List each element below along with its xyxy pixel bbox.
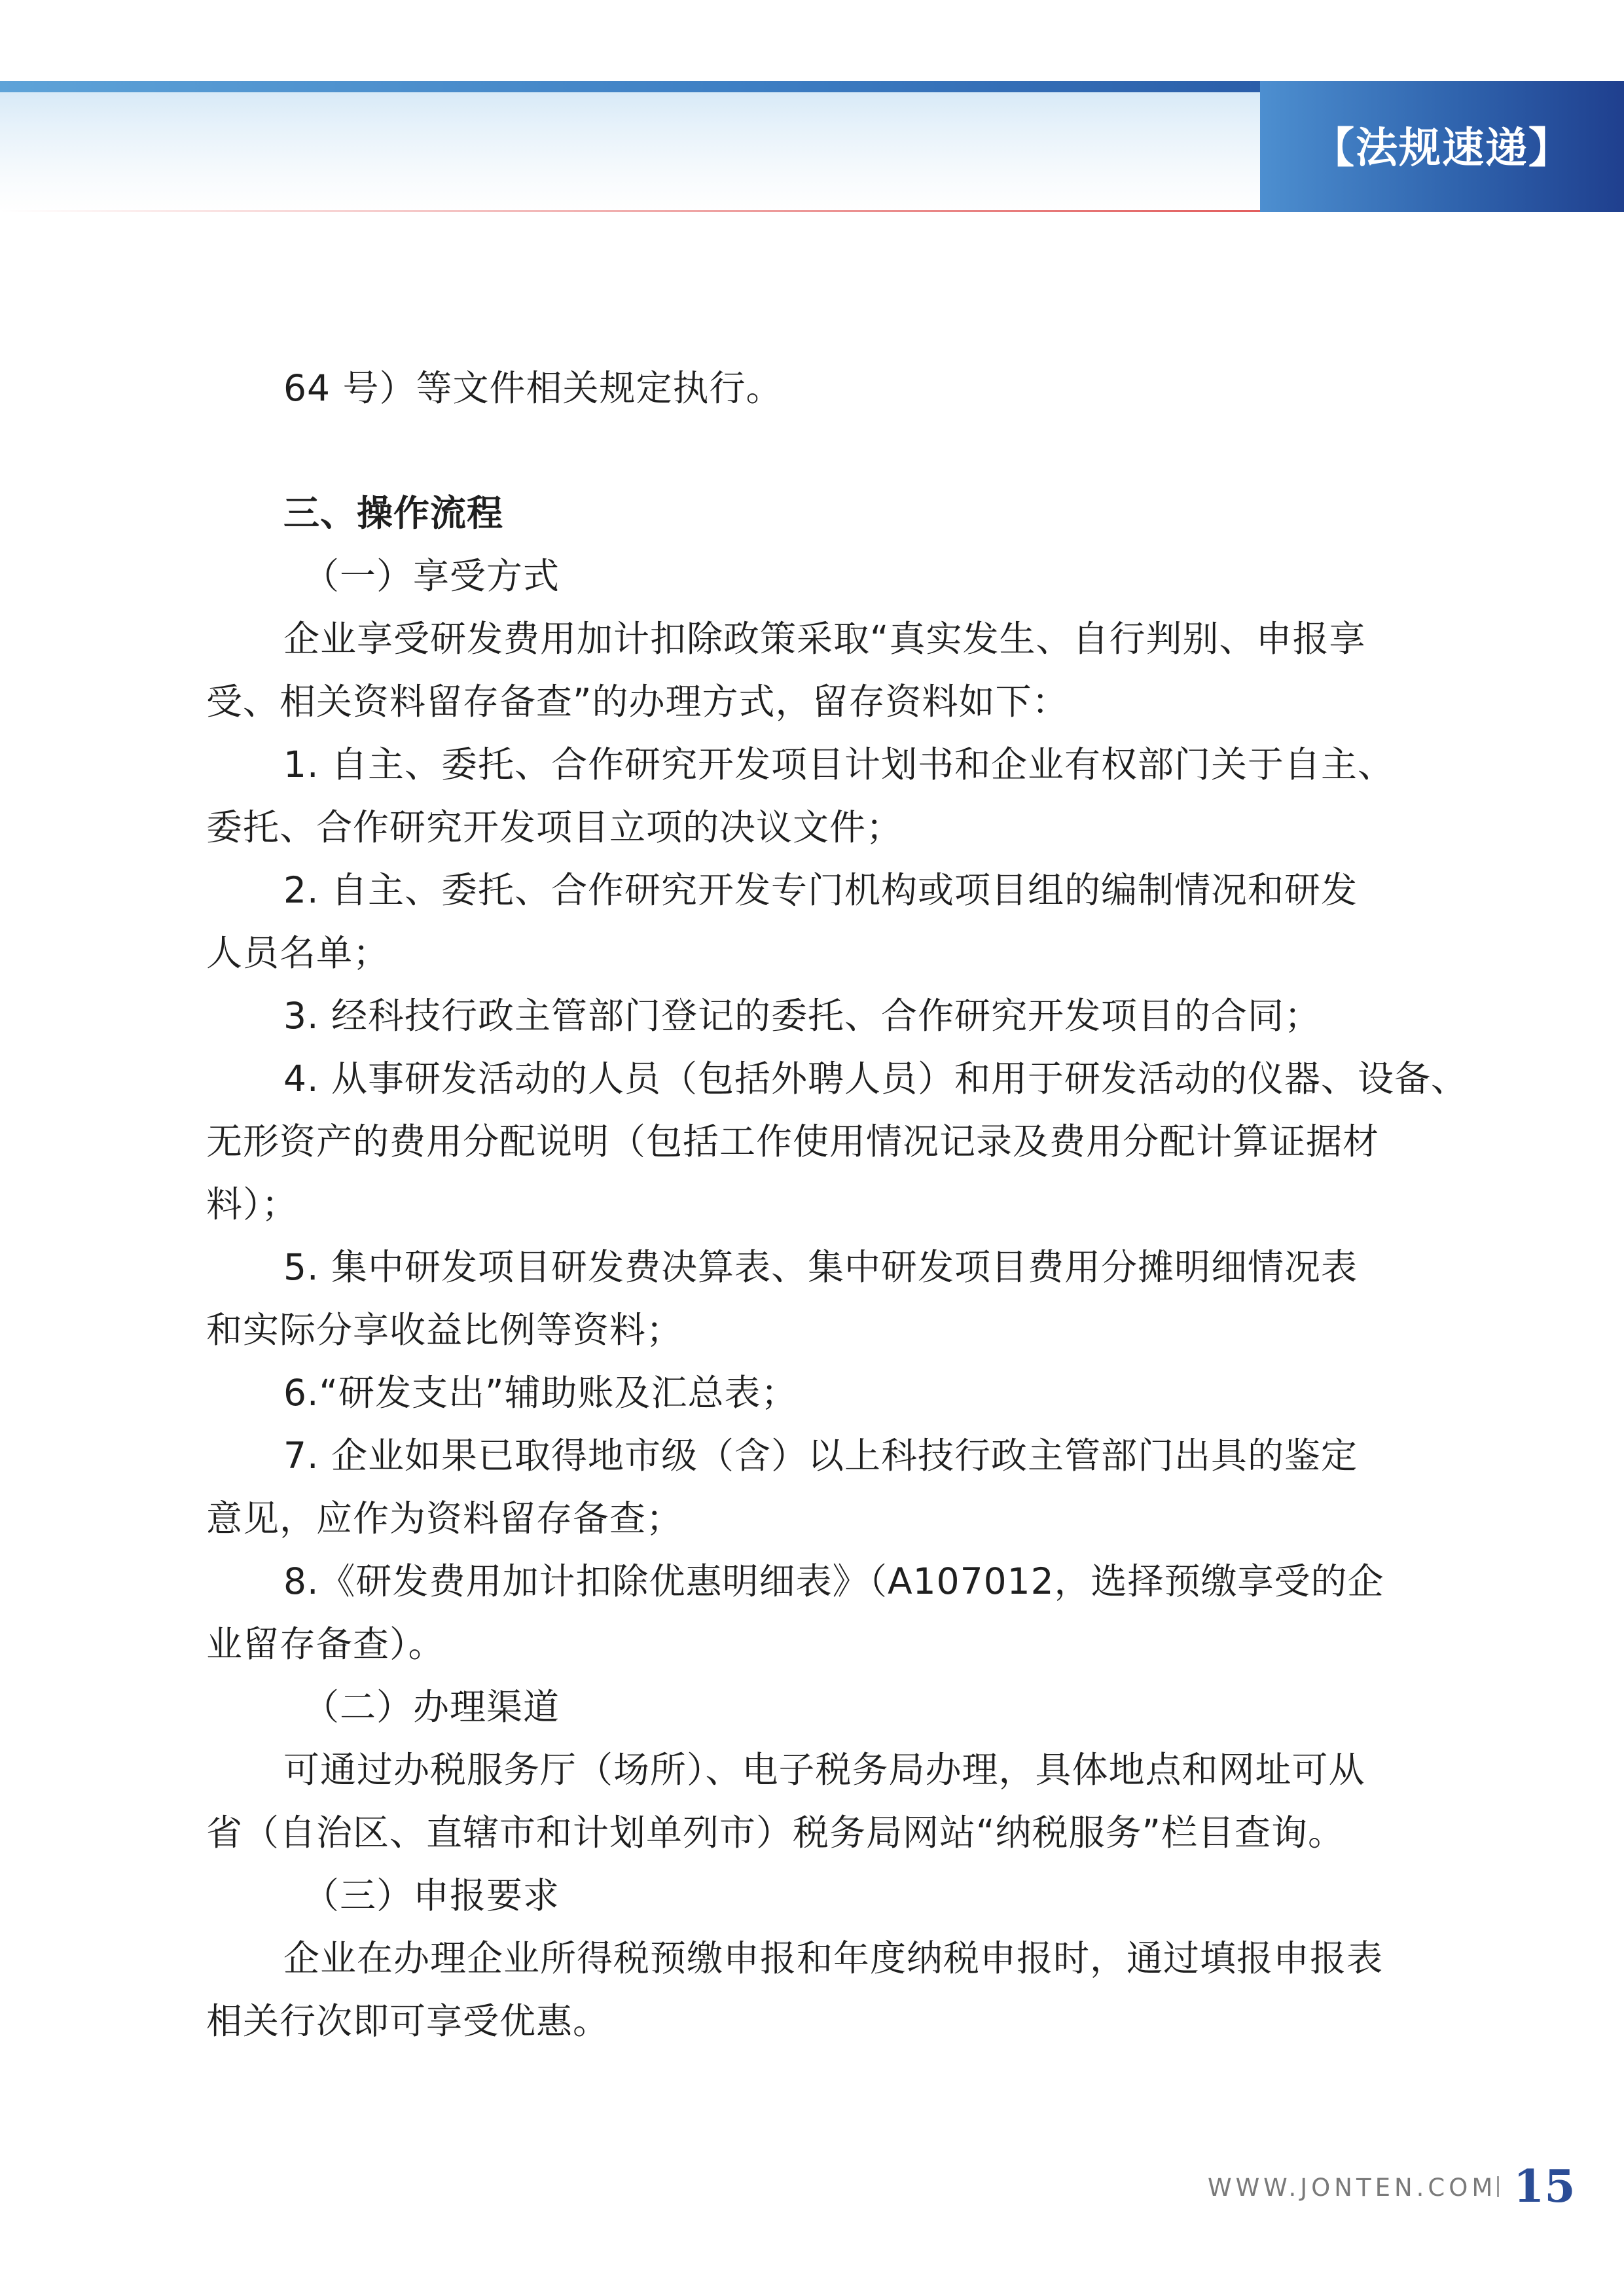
list-item-line: 无形资产的费用分配说明（包括工作使用情况记录及费用分配计算证据材 [206,1121,1380,1162]
list-item-line: 2. 自主、委托、合作研究开发专门机构或项目组的编制情况和研发 [283,869,1358,911]
page-number: 15 [1513,2161,1576,2213]
section-tab [1260,81,1624,212]
list-item-line: 1. 自主、委托、合作研究开发项目计划书和企业有权部门关于自主、 [283,744,1394,785]
paragraph-line: 相关行次即可享受优惠。 [206,2000,610,2042]
list-item-line: 业留存备查）。 [206,1623,445,1665]
footer-website: WWW.JONTEN.COM [1208,2174,1497,2202]
list-item-line: 6.“研发支出”辅助账及汇总表； [283,1372,798,1414]
list-item-line: 3. 经科技行政主管部门登记的委托、合作研究开发项目的合同； [283,995,1321,1037]
subsection-heading-2: （二）办理渠道 [303,1686,560,1728]
list-item-line: 料）； [206,1183,298,1225]
list-item-line: 委托、合作研究开发项目立项的决议文件； [206,806,903,848]
header-top-rule [0,81,1260,92]
paragraph-line: 企业享受研发费用加计扣除政策采取“真实发生、自行判别、申报享 [283,618,1366,660]
header-band [0,81,1260,212]
section-tab-label: 【法规速递】 [1312,124,1572,173]
subsection-heading-3: （三）申报要求 [303,1874,560,1916]
paragraph-line: 省（自治区、直辖市和计划单列市）税务局网站“纳税服务”栏目查询。 [206,1812,1344,1854]
footer-divider [1497,2176,1499,2197]
continuation-text: 64 号）等文件相关规定执行。 [283,367,783,409]
list-item-line: 人员名单； [206,932,390,974]
list-item-line: 8.《研发费用加计扣除优惠明细表》（A107012，选择预缴享受的企 [283,1560,1384,1602]
list-item-line: 5. 集中研发项目研发费决算表、集中研发项目费用分摊明细情况表 [283,1246,1358,1288]
subsection-heading-1: （一）享受方式 [303,555,560,597]
paragraph-line: 可通过办税服务厅（场所）、电子税务局办理，具体地点和网址可从 [283,1749,1365,1791]
list-item-line: 意见，应作为资料留存备查； [206,1498,683,1539]
paragraph-line: 受、相关资料留存备查”的办理方式，留存资料如下： [206,681,1069,723]
paragraph-line: 企业在办理企业所得税预缴申报和年度纳税申报时，通过填报申报表 [283,1937,1384,1979]
list-item-line: 4. 从事研发活动的人员（包括外聘人员）和用于研发活动的仪器、设备、 [283,1058,1468,1100]
header-accent-rule [0,210,1260,212]
list-item-line: 和实际分享收益比例等资料； [206,1309,683,1351]
list-item-line: 7. 企业如果已取得地市级（含）以上科技行政主管部门出具的鉴定 [283,1435,1358,1477]
article-body [206,357,1468,2053]
section-heading: 三、操作流程 [283,492,504,534]
